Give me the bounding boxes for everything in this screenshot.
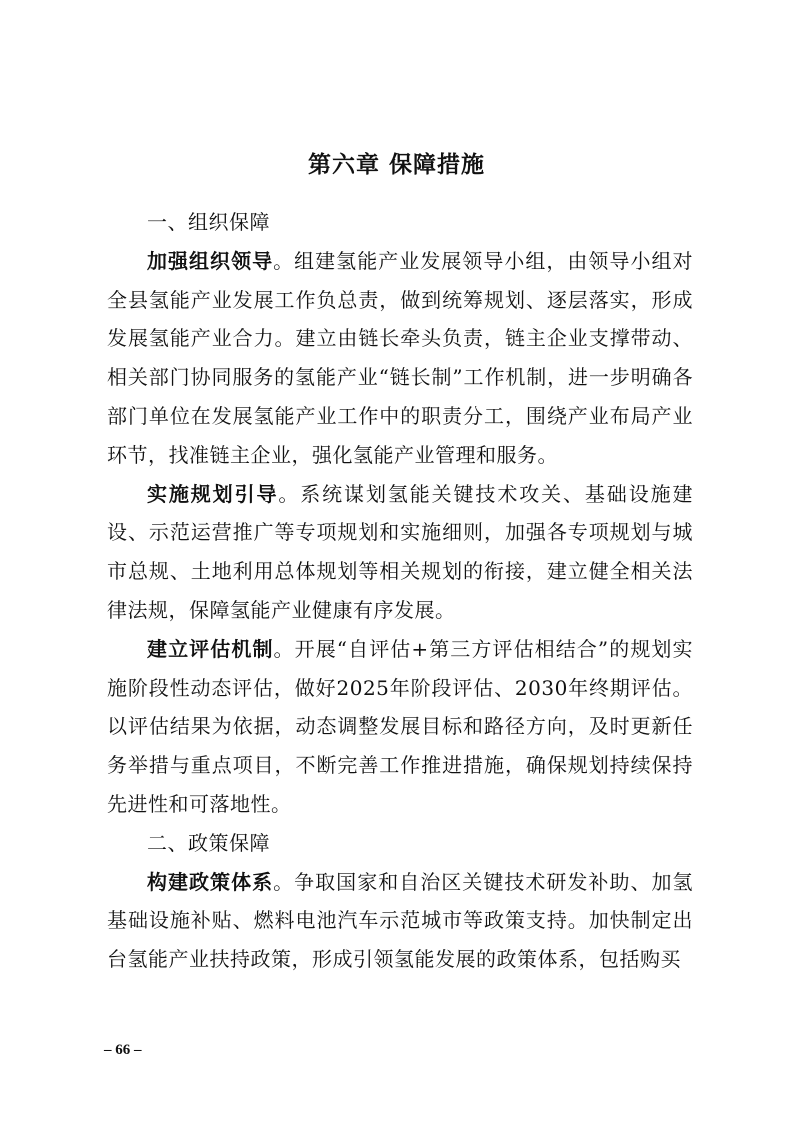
- page-number: – 66 –: [104, 1042, 142, 1058]
- paragraph-text: 。组建氢能产业发展领导小组，由领导小组对全县氢能产业发展工作负总责，做到统筹规划、逐层落实，形成发展氢能产业合力。建立由链长牵头负责，链主企业支撑带动、相关部门协同服务的氢能产业“链长制”工作机制，进一步明确各部门单位在发展氢能产业工作中的职责分工，围绕产业布局产业环节，找准链主企业，强化氢能产业管理和服务。: [107, 248, 694, 467]
- paragraph-text: 。开展“自评估+第三方评估相结合”的规划实施阶段性动态评估，做好2025年阶段评估、2030年终期评估。以评估结果为依据，动态调整发展目标和路径方向，及时更新任务举措与重点项目，不断完善工作推进措施，确保规划持续保持先进性和可落地性。: [107, 636, 693, 816]
- section-heading: 二、政策保障: [147, 830, 270, 855]
- paragraph-lead: 实施规划引导: [147, 481, 279, 506]
- paragraph-lead: 加强组织领导: [147, 248, 274, 273]
- paragraph-lead: 建立评估机制: [147, 636, 274, 661]
- paragraph: [107, 475, 693, 630]
- paragraph-text: 。争取国家和自治区关键技术研发补助、加氢基础设施补贴、燃料电池汽车示范城市等政策支持。加快制定出台氢能产业扶持政策，形成引领氢能发展的政策体系，包括购买: [107, 869, 694, 972]
- paragraph: [107, 242, 693, 475]
- document-body: [107, 203, 693, 979]
- paragraph-text: 。系统谋划氢能关键技术攻关、基础设施建设、示范运营推广等专项规划和实施细则，加强各专项规划与城市总规、土地利用总体规划等相关规划的衔接，建立健全相关法律法规，保障氢能产业健康有序发展。: [107, 481, 693, 622]
- paragraph-lead: 构建政策体系: [147, 869, 274, 894]
- paragraph: [107, 630, 693, 824]
- chapter-title: 第六章 保障措施: [307, 152, 485, 178]
- section-heading: 一、组织保障: [147, 210, 270, 234]
- paragraph: [107, 863, 693, 979]
